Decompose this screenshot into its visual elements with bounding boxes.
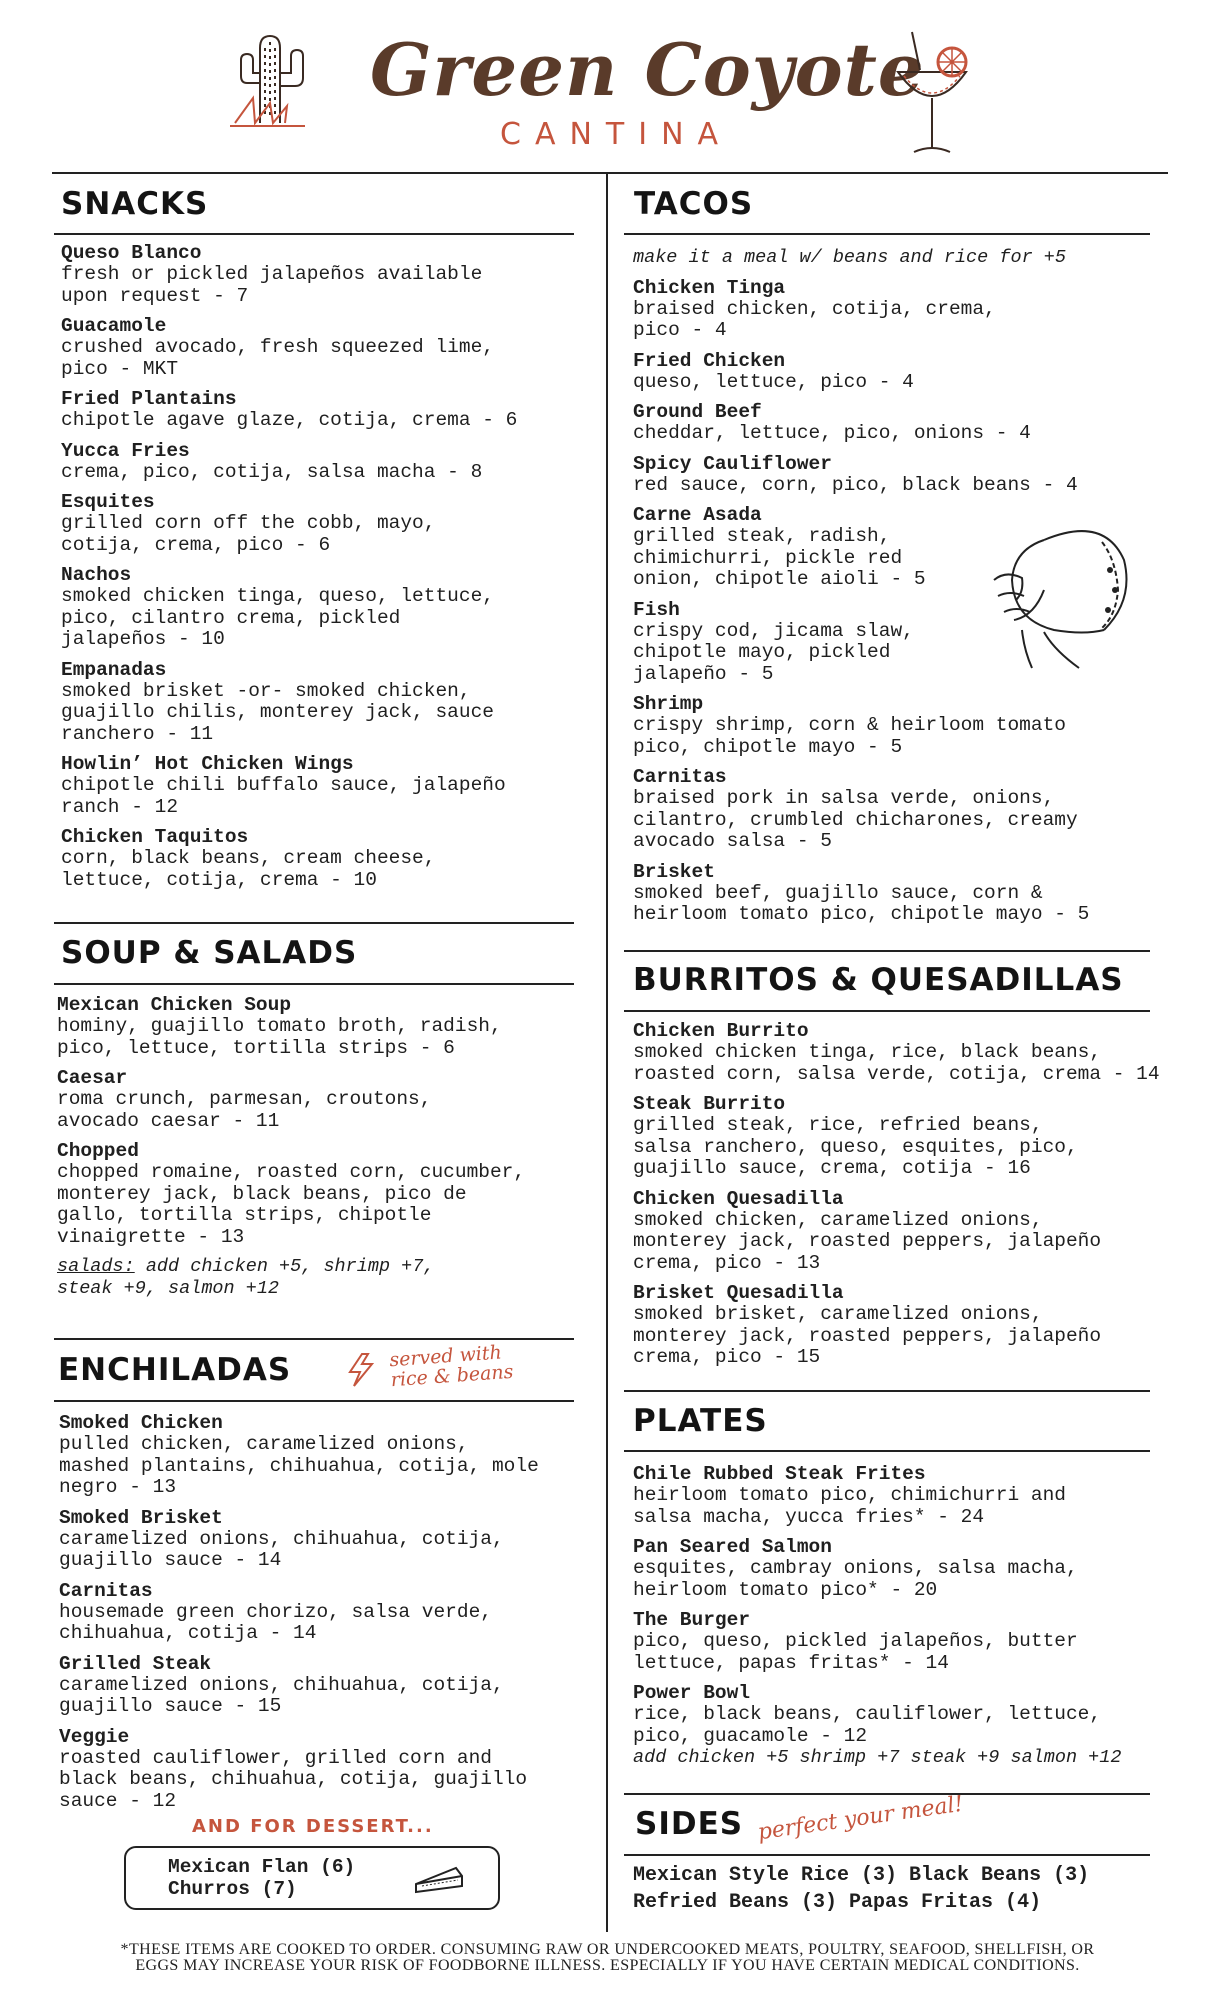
section-rule bbox=[624, 1390, 1150, 1392]
item-name: Chicken Burrito bbox=[633, 1020, 809, 1042]
item-name: Steak Burrito bbox=[633, 1093, 786, 1115]
footer-disclaimer: *THESE ITEMS ARE COOKED TO ORDER. CONSUMING RAW OR UNDERCOOKED MEATS, POULTRY, SEAFOOD, SHELLFISH, OR EGGS MAY INCREASE YOUR RISK OF FOODBORNE ILLNESS. ESPECIALLY IF YOU HAVE CERTAIN MEDICAL CONDITIONS. bbox=[120, 1941, 1095, 1974]
item-desc: grilled steak, rice, refried beans, salsa ranchero, queso, esquites, pico, guajillo sauce, crema, cotija - 16 bbox=[633, 1114, 1078, 1179]
section-rule bbox=[54, 983, 574, 985]
sides-line-1: Mexican Style Rice (3) Black Beans (3) bbox=[633, 1864, 1090, 1887]
list-item bbox=[633, 861, 1133, 926]
item-name: Smoked Chicken bbox=[59, 1412, 223, 1434]
item-name: Spicy Cauliflower bbox=[633, 452, 832, 475]
dessert-title: AND FOR DESSERT... bbox=[192, 1816, 434, 1837]
item-desc: braised chicken, cotija, crema, pico - 4 bbox=[633, 297, 996, 341]
taco-hand-illustration bbox=[984, 520, 1154, 670]
item-desc: red sauce, corn, pico, black beans - 4 bbox=[633, 473, 1078, 496]
item-name: Chile Rubbed Steak Frites bbox=[633, 1463, 926, 1485]
item-desc: corn, black beans, cream cheese, lettuce, cotija, crema - 10 bbox=[61, 847, 436, 891]
item-name: Howlin’ Hot Chicken Wings bbox=[61, 753, 354, 775]
list-item bbox=[61, 753, 601, 818]
item-name: The Burger bbox=[633, 1609, 751, 1631]
item-desc: chipotle agave glaze, cotija, crema - 6 bbox=[61, 409, 518, 431]
item-desc: fresh or pickled jalapeños available upon request - 7 bbox=[61, 263, 483, 307]
item-name: Nachos bbox=[61, 564, 132, 586]
item-desc: smoked beef, guajillo sauce, corn & heirloom tomato pico, chipotle mayo - 5 bbox=[633, 881, 1090, 925]
item-name: Brisket bbox=[633, 860, 715, 883]
section-title-sides: SIDES bbox=[635, 1806, 744, 1842]
lightning-icon bbox=[340, 1350, 380, 1390]
enchiladas-list bbox=[59, 1412, 599, 1820]
section-title-plates: PLATES bbox=[633, 1403, 768, 1439]
item-desc: roasted cauliflower, grilled corn and black beans, chihuahua, cotija, guajillo sauce - 12 bbox=[59, 1746, 528, 1812]
list-item bbox=[633, 693, 1133, 758]
item-desc: caramelized onions, chihuahua, cotija, guajillo sauce - 14 bbox=[59, 1527, 504, 1571]
list-item bbox=[61, 659, 601, 746]
section-rule bbox=[54, 1400, 574, 1402]
dessert-item-flan: Mexican Flan (6) bbox=[168, 1856, 356, 1878]
list-item bbox=[633, 1682, 1173, 1747]
list-item bbox=[633, 1188, 1193, 1275]
item-desc: housemade green chorizo, salsa verde, chihuahua, cotija - 14 bbox=[59, 1600, 492, 1644]
item-name: Grilled Steak bbox=[59, 1652, 212, 1675]
tacos-intro: make it a meal w/ beans and rice for +5 bbox=[633, 247, 1066, 268]
item-desc: queso, lettuce, pico - 4 bbox=[633, 370, 914, 393]
item-desc: braised pork in salsa verde, onions, cilantro, crumbled chicharones, creamy avocado salsa - 5 bbox=[633, 787, 1078, 852]
burritos-list bbox=[633, 1020, 1193, 1377]
list-item bbox=[633, 766, 1133, 853]
section-rule bbox=[624, 1854, 1150, 1856]
cactus-icon bbox=[225, 28, 315, 128]
item-name: Caesar bbox=[57, 1067, 128, 1089]
list-item bbox=[61, 388, 601, 432]
salad-addons bbox=[57, 1256, 597, 1299]
list-item bbox=[59, 1412, 599, 1499]
item-desc: chopped romaine, roasted corn, cucumber, monterey jack, black beans, pico de gallo, tortilla strips, chipotle vinaigrette - 13 bbox=[57, 1161, 526, 1248]
flan-slice-icon bbox=[412, 1862, 466, 1896]
item-name: Chopped bbox=[57, 1140, 139, 1162]
item-name: Carne Asada bbox=[633, 504, 762, 526]
section-rule bbox=[624, 1450, 1150, 1452]
item-desc: smoked chicken tinga, rice, black beans, roasted corn, salsa verde, cotija, crema - 14 bbox=[633, 1041, 1160, 1085]
list-item bbox=[61, 315, 601, 380]
section-rule bbox=[54, 233, 574, 235]
item-name: Chicken Taquitos bbox=[61, 826, 249, 848]
item-desc: cheddar, lettuce, pico, onions - 4 bbox=[633, 422, 1031, 444]
item-name: Power Bowl bbox=[633, 1682, 751, 1704]
item-desc: pulled chicken, caramelized onions, mashed plantains, chihuahua, cotija, mole negro - 13 bbox=[59, 1433, 539, 1498]
item-name: Veggie bbox=[59, 1725, 130, 1748]
item-name: Smoked Brisket bbox=[59, 1506, 223, 1529]
section-title-burritos: BURRITOS & QUESADILLAS bbox=[633, 962, 1124, 998]
item-name: Chicken Quesadilla bbox=[633, 1187, 844, 1210]
item-name: Fried Plantains bbox=[61, 388, 237, 410]
item-name: Carnitas bbox=[59, 1579, 153, 1602]
list-item bbox=[59, 1653, 599, 1718]
salad-addons-label: salads: bbox=[57, 1256, 135, 1277]
list-item bbox=[59, 1507, 599, 1572]
section-rule bbox=[624, 1793, 1150, 1795]
soup-salads-list bbox=[57, 994, 597, 1299]
list-item bbox=[633, 401, 1133, 445]
section-rule bbox=[624, 1010, 1150, 1012]
item-name: Pan Seared Salmon bbox=[633, 1536, 832, 1558]
item-desc: smoked brisket -or- smoked chicken, guajillo chilis, monterey jack, sauce ranchero - 11 bbox=[61, 679, 494, 745]
item-name: Fried Chicken bbox=[633, 349, 786, 372]
list-item bbox=[59, 1580, 599, 1645]
list-item bbox=[57, 994, 597, 1059]
list-item bbox=[59, 1726, 599, 1813]
sides-line-2: Refried Beans (3) Papas Fritas (4) bbox=[633, 1891, 1042, 1914]
plates-addons: add chicken +5 shrimp +7 steak +9 salmon +12 bbox=[633, 1747, 1122, 1768]
list-item bbox=[633, 1536, 1173, 1601]
list-item bbox=[61, 491, 601, 556]
list-item bbox=[633, 1609, 1173, 1674]
list-item bbox=[61, 242, 601, 307]
item-desc: crushed avocado, fresh squeezed lime, pico - MKT bbox=[61, 336, 494, 380]
header-rule bbox=[52, 172, 1168, 174]
sides-note: perfect your meal! bbox=[756, 1791, 965, 1846]
list-item bbox=[61, 564, 601, 651]
item-desc: crispy cod, jicama slaw, chipotle mayo, pickled jalapeño - 5 bbox=[633, 619, 914, 685]
dessert-item-churros: Churros (7) bbox=[168, 1878, 297, 1900]
list-item bbox=[633, 1020, 1193, 1085]
item-desc: smoked chicken tinga, queso, lettuce, pico, cilantro crema, pickled jalapeños - 10 bbox=[61, 585, 494, 650]
item-name: Yucca Fries bbox=[61, 439, 190, 462]
column-divider bbox=[606, 172, 608, 1932]
list-item bbox=[633, 277, 1133, 342]
item-name: Chicken Tinga bbox=[633, 276, 786, 299]
item-name: Esquites bbox=[61, 491, 155, 513]
item-desc: smoked chicken, caramelized onions, monterey jack, roasted peppers, jalapeño crema, pico - 13 bbox=[633, 1208, 1102, 1274]
plates-list bbox=[633, 1463, 1173, 1769]
section-title-soup-salads: SOUP & SALADS bbox=[61, 935, 358, 971]
section-title-tacos: TACOS bbox=[634, 186, 754, 222]
list-item bbox=[57, 1067, 597, 1132]
item-desc: pico, queso, pickled jalapeños, butter lettuce, papas fritas* - 14 bbox=[633, 1630, 1078, 1674]
enchiladas-note: served with rice & beans bbox=[388, 1341, 515, 1392]
item-name: Fish bbox=[633, 598, 680, 621]
brand-name: Green Coyote bbox=[370, 27, 925, 112]
item-desc: chipotle chili buffalo sauce, jalapeño ranch - 12 bbox=[61, 774, 506, 818]
section-rule bbox=[624, 950, 1150, 952]
item-name: Shrimp bbox=[633, 693, 704, 715]
list-item bbox=[633, 1463, 1173, 1528]
list-item bbox=[57, 1140, 597, 1248]
item-name: Ground Beef bbox=[633, 401, 762, 423]
item-name: Mexican Chicken Soup bbox=[57, 994, 292, 1016]
snacks-list bbox=[61, 242, 601, 899]
item-desc: heirloom tomato pico, chimichurri and salsa macha, yucca fries* - 24 bbox=[633, 1484, 1066, 1528]
list-item bbox=[633, 453, 1133, 497]
item-desc: hominy, guajillo tomato broth, radish, pico, lettuce, tortilla strips - 6 bbox=[57, 1015, 502, 1059]
margarita-icon bbox=[892, 20, 972, 170]
item-name: Guacamole bbox=[61, 315, 167, 337]
item-name: Brisket Quesadilla bbox=[633, 1282, 844, 1304]
item-desc: crema, pico, cotija, salsa macha - 8 bbox=[61, 460, 483, 483]
dessert-box bbox=[124, 1846, 500, 1910]
list-item bbox=[61, 440, 601, 484]
list-item bbox=[633, 350, 1133, 394]
list-item bbox=[633, 1093, 1193, 1180]
section-rule bbox=[54, 1338, 574, 1340]
section-rule bbox=[624, 233, 1150, 235]
salad-addons-text: add chicken +5, shrimp +7, steak +9, salmon +12 bbox=[57, 1256, 435, 1299]
item-desc: crispy shrimp, corn & heirloom tomato pico, chipotle mayo - 5 bbox=[633, 714, 1066, 758]
item-name: Empanadas bbox=[61, 658, 167, 681]
list-item bbox=[61, 826, 601, 891]
item-desc: caramelized onions, chihuahua, cotija, guajillo sauce - 15 bbox=[59, 1673, 504, 1717]
item-desc: roma crunch, parmesan, croutons, avocado caesar - 11 bbox=[57, 1088, 432, 1132]
sides-list bbox=[633, 1862, 1089, 1916]
item-name: Carnitas bbox=[633, 766, 727, 788]
item-desc: smoked brisket, caramelized onions, monterey jack, roasted peppers, jalapeño crema, pico - 15 bbox=[633, 1303, 1102, 1368]
section-title-snacks: SNACKS bbox=[61, 186, 209, 222]
item-desc: esquites, cambray onions, salsa macha, heirloom tomato pico* - 20 bbox=[633, 1557, 1078, 1601]
item-name: Queso Blanco bbox=[61, 242, 202, 264]
item-desc: rice, black beans, cauliflower, lettuce, pico, guacamole - 12 bbox=[633, 1703, 1102, 1747]
brand-subtitle: CANTINA bbox=[500, 117, 733, 152]
list-item bbox=[633, 1282, 1193, 1369]
section-title-enchiladas: ENCHILADAS bbox=[58, 1352, 292, 1388]
section-rule bbox=[54, 922, 574, 924]
item-desc: grilled corn off the cobb, mayo, cotija, crema, pico - 6 bbox=[61, 512, 436, 556]
item-desc: grilled steak, radish, chimichurri, pickle red onion, chipotle aioli - 5 bbox=[633, 525, 926, 590]
